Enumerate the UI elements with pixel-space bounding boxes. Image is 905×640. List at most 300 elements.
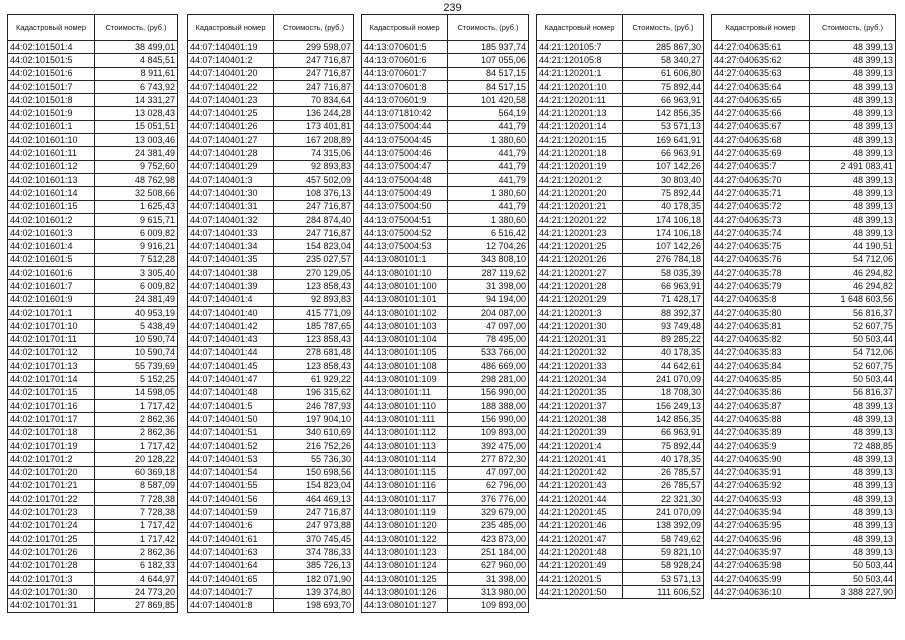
- cadastral-number-cell: 44:27:040635:82: [712, 333, 810, 346]
- cadastral-number-cell: 44:21:120201:39: [537, 426, 623, 439]
- cadastral-number-cell: 44:02:101701:18: [8, 426, 95, 439]
- cadastral-number-cell: 44:02:101601:9: [8, 293, 95, 306]
- table-row: [362, 94, 529, 107]
- cost-cell: 44 642,61: [623, 360, 704, 373]
- cost-cell: 6 182,33: [95, 559, 178, 572]
- cadastral-table-3: [361, 14, 529, 613]
- table-row: [362, 413, 529, 426]
- cadastral-number-cell: 44:27:040635:71: [712, 187, 810, 200]
- cadastral-number-cell: 44:02:101701:30: [8, 586, 95, 599]
- cadastral-number-cell: 44:13:080101:125: [362, 572, 448, 585]
- table-row: [8, 599, 178, 612]
- cost-cell: 59 821,10: [623, 546, 704, 559]
- cadastral-number-cell: 44:07:140401:19: [188, 41, 274, 54]
- table-row: [362, 67, 529, 80]
- table-row: [712, 532, 896, 545]
- table-row: [8, 67, 178, 80]
- cost-cell: 47 097,00: [448, 466, 529, 479]
- cadastral-number-cell: 44:27:040635:64: [712, 80, 810, 93]
- cost-cell: 216 752,26: [274, 439, 354, 452]
- cost-cell: 6 743,92: [95, 80, 178, 93]
- cost-cell: 247 716,87: [274, 80, 354, 93]
- cadastral-number-cell: 44:07:140401:39: [188, 280, 274, 293]
- table-row: [712, 67, 896, 80]
- table-row: [188, 147, 354, 160]
- cost-cell: 111 606,52: [623, 586, 704, 599]
- cost-cell: 7 728,38: [95, 493, 178, 506]
- table-row: [8, 333, 178, 346]
- table-row: [537, 240, 704, 253]
- table-row: [362, 346, 529, 359]
- cost-cell: 48 762,98: [95, 173, 178, 186]
- cadastral-number-cell: 44:13:080101:100: [362, 280, 448, 293]
- table-row: [712, 94, 896, 107]
- table-row: [712, 120, 896, 133]
- cost-cell: 235 027,57: [274, 253, 354, 266]
- table-row: [8, 173, 178, 186]
- table-row: [537, 439, 704, 452]
- table-row: [362, 519, 529, 532]
- table-row: [188, 134, 354, 147]
- cadastral-number-cell: 44:21:120201:23: [537, 227, 623, 240]
- cadastral-number-cell: 44:07:140401:44: [188, 346, 274, 359]
- cadastral-number-cell: 44:02:101601:10: [8, 134, 95, 147]
- cadastral-number-cell: 44:02:101701:28: [8, 559, 95, 572]
- table-row: [712, 360, 896, 373]
- cadastral-number-cell: 44:21:120201:22: [537, 213, 623, 226]
- table-row: [712, 546, 896, 559]
- cost-cell: 154 823,04: [274, 240, 354, 253]
- cost-cell: 185 937,74: [448, 41, 529, 54]
- table-row: [712, 439, 896, 452]
- cadastral-number-cell: 44:07:140401:53: [188, 453, 274, 466]
- cadastral-number-cell: 44:27:040635:65: [712, 94, 810, 107]
- cadastral-number-cell: 44:13:080101:104: [362, 333, 448, 346]
- cadastral-number-cell: 44:07:140401:45: [188, 360, 274, 373]
- table-row: [8, 80, 178, 93]
- cost-cell: 15 051,51: [95, 120, 178, 133]
- table-row: [362, 213, 529, 226]
- cost-cell: 13 028,43: [95, 107, 178, 120]
- header-cost: Стоимость, (руб.): [810, 15, 896, 41]
- cost-cell: 75 892,44: [623, 80, 704, 93]
- cost-cell: 92 893,83: [274, 293, 354, 306]
- table-row: [537, 346, 704, 359]
- table-row: [712, 373, 896, 386]
- table-row: [712, 386, 896, 399]
- table-row: [8, 493, 178, 506]
- cost-cell: 182 071,90: [274, 572, 354, 585]
- cadastral-number-cell: 44:07:140401:42: [188, 320, 274, 333]
- cadastral-number-cell: 44:13:070601:8: [362, 80, 448, 93]
- table-row: [712, 280, 896, 293]
- header-cost: Стоимость, (руб.): [274, 15, 354, 41]
- cost-cell: 55 736,30: [274, 453, 354, 466]
- cadastral-table-1: [7, 14, 178, 613]
- cost-cell: 441,79: [448, 147, 529, 160]
- table-row: [712, 519, 896, 532]
- cost-cell: 12 704,26: [448, 240, 529, 253]
- cadastral-number-cell: 44:02:101501:8: [8, 94, 95, 107]
- table-row: [537, 506, 704, 519]
- cost-cell: 48 399,13: [810, 41, 896, 54]
- cadastral-number-cell: 44:27:040635:73: [712, 213, 810, 226]
- cadastral-number-cell: 44:27:040635:95: [712, 519, 810, 532]
- table-row: [8, 466, 178, 479]
- table-row: [188, 240, 354, 253]
- table-row: [712, 333, 896, 346]
- table-row: [8, 280, 178, 293]
- cadastral-number-cell: 44:02:101601:11: [8, 147, 95, 160]
- table-row: [8, 360, 178, 373]
- cost-cell: 107 142,26: [623, 160, 704, 173]
- cadastral-number-cell: 44:13:080101:119: [362, 506, 448, 519]
- table-row: [188, 213, 354, 226]
- cost-cell: 1 717,42: [95, 519, 178, 532]
- cadastral-number-cell: 44:13:080101:108: [362, 360, 448, 373]
- cadastral-number-cell: 44:07:140401:50: [188, 413, 274, 426]
- table-row: [8, 306, 178, 319]
- cost-cell: 285 867,30: [623, 41, 704, 54]
- cost-cell: 58 035,39: [623, 267, 704, 280]
- table-row: [188, 519, 354, 532]
- cadastral-table-4: [536, 14, 704, 599]
- table-row: [537, 94, 704, 107]
- cadastral-number-cell: 44:13:070601:9: [362, 94, 448, 107]
- cadastral-number-cell: 44:02:101601:2: [8, 213, 95, 226]
- cadastral-number-cell: 44:07:140401:59: [188, 506, 274, 519]
- cost-cell: 5 152,25: [95, 373, 178, 386]
- table-row: [188, 200, 354, 213]
- cost-cell: 50 503,44: [810, 333, 896, 346]
- cost-cell: 392 475,00: [448, 439, 529, 452]
- cost-cell: 174 106,18: [623, 213, 704, 226]
- cadastral-number-cell: 44:27:040635:67: [712, 120, 810, 133]
- cost-cell: 48 399,13: [810, 400, 896, 413]
- table-body: [8, 41, 178, 613]
- table-row: [8, 147, 178, 160]
- cadastral-number-cell: 44:07:140401:52: [188, 439, 274, 452]
- cadastral-number-cell: 44:13:075004:46: [362, 147, 448, 160]
- cadastral-number-cell: 44:13:080101:116: [362, 479, 448, 492]
- cadastral-number-cell: 44:21:120201:4: [537, 439, 623, 452]
- cost-cell: 4 644,97: [95, 572, 178, 585]
- cost-cell: 6 009,82: [95, 227, 178, 240]
- cadastral-number-cell: 44:02:101701:22: [8, 493, 95, 506]
- cadastral-number-cell: 44:27:040635:89: [712, 426, 810, 439]
- cost-cell: 313 980,00: [448, 586, 529, 599]
- cadastral-number-cell: 44:07:140401:61: [188, 532, 274, 545]
- cost-cell: 7 728,38: [95, 506, 178, 519]
- cost-cell: 48 399,13: [810, 506, 896, 519]
- table-row: [362, 173, 529, 186]
- table-row: [712, 253, 896, 266]
- cost-cell: 27 869,85: [95, 599, 178, 612]
- cadastral-number-cell: 44:02:101701:26: [8, 546, 95, 559]
- cadastral-number-cell: 44:21:120201:15: [537, 134, 623, 147]
- cadastral-number-cell: 44:21:120201:44: [537, 493, 623, 506]
- cost-cell: 26 785,57: [623, 466, 704, 479]
- cadastral-number-cell: 44:27:040635:79: [712, 280, 810, 293]
- cost-cell: 376 776,00: [448, 493, 529, 506]
- table-row: [537, 80, 704, 93]
- cost-cell: 1 717,42: [95, 400, 178, 413]
- cost-cell: 20 128,22: [95, 453, 178, 466]
- table-row: [537, 532, 704, 545]
- table-row: [188, 80, 354, 93]
- cost-cell: 142 856,35: [623, 413, 704, 426]
- cost-cell: 343 808,10: [448, 253, 529, 266]
- table-row: [8, 253, 178, 266]
- cadastral-number-cell: 44:21:120201:27: [537, 267, 623, 280]
- table-row: [712, 147, 896, 160]
- cost-cell: 156 249,13: [623, 400, 704, 413]
- table-row: [537, 267, 704, 280]
- cadastral-number-cell: 44:21:120201:41: [537, 453, 623, 466]
- table-row: [537, 147, 704, 160]
- table-row: [362, 227, 529, 240]
- table-row: [362, 320, 529, 333]
- cost-cell: 251 184,00: [448, 546, 529, 559]
- cost-cell: 198 693,70: [274, 599, 354, 612]
- table-row: [188, 413, 354, 426]
- cadastral-number-cell: 44:27:040635:83: [712, 346, 810, 359]
- cost-cell: 84 517,15: [448, 67, 529, 80]
- cadastral-number-cell: 44:21:120201:28: [537, 280, 623, 293]
- cost-cell: 107 055,06: [448, 54, 529, 67]
- cost-cell: 48 399,13: [810, 493, 896, 506]
- cost-cell: 156 990,00: [448, 413, 529, 426]
- table-row: [537, 187, 704, 200]
- table-row: [362, 267, 529, 280]
- cadastral-table-2: [187, 14, 354, 613]
- cost-cell: 241 070,09: [623, 373, 704, 386]
- table-row: [362, 479, 529, 492]
- cadastral-number-cell: 44:07:140401:25: [188, 107, 274, 120]
- table-row: [712, 293, 896, 306]
- table-row: [362, 586, 529, 599]
- cadastral-number-cell: 44:07:140401:22: [188, 80, 274, 93]
- cadastral-number-cell: 44:27:040635:62: [712, 54, 810, 67]
- header-cost: Стоимость, (руб.): [448, 15, 529, 41]
- cost-cell: 1 648 603,56: [810, 293, 896, 306]
- cost-cell: 278 681,48: [274, 346, 354, 359]
- cadastral-number-cell: 44:13:075004:52: [362, 227, 448, 240]
- table-row: [8, 94, 178, 107]
- table-row: [712, 466, 896, 479]
- cost-cell: 299 598,07: [274, 41, 354, 54]
- table-header-row: [712, 15, 896, 41]
- cadastral-number-cell: 44:21:120201:46: [537, 519, 623, 532]
- cadastral-number-cell: 44:02:101601:15: [8, 200, 95, 213]
- cost-cell: 47 097,00: [448, 320, 529, 333]
- cost-cell: 247 973,88: [274, 519, 354, 532]
- cadastral-number-cell: 44:27:040635:76: [712, 253, 810, 266]
- cost-cell: 464 469,13: [274, 493, 354, 506]
- cadastral-number-cell: 44:02:101701:16: [8, 400, 95, 413]
- cadastral-number-cell: 44:27:040635:96: [712, 532, 810, 545]
- cost-cell: 123 858,43: [274, 333, 354, 346]
- cost-cell: 48 399,13: [810, 466, 896, 479]
- cost-cell: 62 796,00: [448, 479, 529, 492]
- table-row: [8, 373, 178, 386]
- table-row: [188, 466, 354, 479]
- cadastral-number-cell: 44:02:101601:7: [8, 280, 95, 293]
- table-header-row: [362, 15, 529, 41]
- table-row: [362, 333, 529, 346]
- table-row: [537, 67, 704, 80]
- table-row: [188, 120, 354, 133]
- cost-cell: 88 392,37: [623, 306, 704, 319]
- table-row: [8, 413, 178, 426]
- cost-cell: 48 399,13: [810, 200, 896, 213]
- table-row: [712, 213, 896, 226]
- table-row: [8, 346, 178, 359]
- table-row: [188, 94, 354, 107]
- cadastral-number-cell: 44:02:101701:19: [8, 439, 95, 452]
- cadastral-number-cell: 44:07:140401:32: [188, 213, 274, 226]
- cost-cell: 109 893,00: [448, 599, 529, 612]
- cost-cell: 53 571,13: [623, 120, 704, 133]
- table-row: [8, 400, 178, 413]
- cost-cell: 58 928,24: [623, 559, 704, 572]
- cost-cell: 101 420,58: [448, 94, 529, 107]
- cost-cell: 50 503,44: [810, 572, 896, 585]
- cadastral-number-cell: 44:07:140401:30: [188, 187, 274, 200]
- cost-cell: 247 716,87: [274, 227, 354, 240]
- table-row: [537, 134, 704, 147]
- cadastral-number-cell: 44:27:040635:74: [712, 227, 810, 240]
- table-row: [8, 559, 178, 572]
- table-row: [188, 493, 354, 506]
- table-row: [188, 67, 354, 80]
- cost-cell: 50 503,44: [810, 559, 896, 572]
- table-row: [362, 41, 529, 54]
- cadastral-number-cell: 44:07:140401:56: [188, 493, 274, 506]
- table-row: [712, 479, 896, 492]
- cost-cell: 48 399,13: [810, 479, 896, 492]
- cost-cell: 167 208,89: [274, 134, 354, 147]
- table-row: [712, 572, 896, 585]
- table-row: [8, 320, 178, 333]
- table-row: [362, 54, 529, 67]
- cost-cell: 46 294,82: [810, 267, 896, 280]
- cost-cell: 48 399,13: [810, 107, 896, 120]
- cadastral-number-cell: 44:07:140401:3: [188, 173, 274, 186]
- cost-cell: 66 963,91: [623, 94, 704, 107]
- cadastral-number-cell: 44:02:101601:13: [8, 173, 95, 186]
- page-number: 239: [443, 2, 462, 14]
- table-header-row: [8, 15, 178, 41]
- table-row: [188, 253, 354, 266]
- cadastral-number-cell: 44:27:040635:8: [712, 293, 810, 306]
- table-row: [8, 546, 178, 559]
- cadastral-number-cell: 44:07:140401:23: [188, 94, 274, 107]
- table-row: [537, 519, 704, 532]
- cadastral-number-cell: 44:21:120201:2: [537, 173, 623, 186]
- cadastral-number-cell: 44:27:040635:81: [712, 320, 810, 333]
- cadastral-number-cell: 44:27:040635:80: [712, 306, 810, 319]
- cost-cell: 48 399,13: [810, 147, 896, 160]
- table-row: [537, 253, 704, 266]
- cadastral-number-cell: 44:21:120201:33: [537, 360, 623, 373]
- cadastral-number-cell: 44:07:140401:4: [188, 293, 274, 306]
- cadastral-number-cell: 44:21:120201:42: [537, 466, 623, 479]
- cadastral-number-cell: 44:07:140401:28: [188, 147, 274, 160]
- cost-cell: 40 178,35: [623, 346, 704, 359]
- cost-cell: 48 399,13: [810, 173, 896, 186]
- cadastral-number-cell: 44:21:120201:21: [537, 200, 623, 213]
- cost-cell: 48 399,13: [810, 187, 896, 200]
- cadastral-number-cell: 44:02:101601:12: [8, 160, 95, 173]
- cadastral-number-cell: 44:13:070601:6: [362, 54, 448, 67]
- table-row: [537, 120, 704, 133]
- table-header-row: [537, 15, 704, 41]
- table-row: [8, 41, 178, 54]
- cadastral-number-cell: 44:07:140401:7: [188, 586, 274, 599]
- cost-cell: 533 766,00: [448, 346, 529, 359]
- cost-cell: 2 491 083,41: [810, 160, 896, 173]
- cost-cell: 2 862,36: [95, 413, 178, 426]
- cadastral-number-cell: 44:13:080101:115: [362, 466, 448, 479]
- cost-cell: 61 606,80: [623, 67, 704, 80]
- cadastral-number-cell: 44:21:120201:37: [537, 400, 623, 413]
- cadastral-number-cell: 44:13:080101:127: [362, 599, 448, 612]
- table-row: [537, 173, 704, 186]
- cadastral-number-cell: 44:13:080101:10: [362, 267, 448, 280]
- table-row: [712, 54, 896, 67]
- cost-cell: 40 178,35: [623, 453, 704, 466]
- table-row: [362, 293, 529, 306]
- cadastral-number-cell: 44:02:101701:12: [8, 346, 95, 359]
- table-row: [362, 80, 529, 93]
- cost-cell: 1 380,60: [448, 134, 529, 147]
- cadastral-number-cell: 44:27:040635:7: [712, 160, 810, 173]
- table-row: [8, 240, 178, 253]
- cost-cell: 48 399,13: [810, 519, 896, 532]
- cost-cell: 298 281,00: [448, 373, 529, 386]
- table-row: [362, 120, 529, 133]
- table-row: [188, 293, 354, 306]
- table-header-row: [188, 15, 354, 41]
- table-row: [362, 466, 529, 479]
- table-row: [362, 187, 529, 200]
- table-row: [8, 439, 178, 452]
- cost-cell: 75 892,44: [623, 439, 704, 452]
- cost-cell: 441,79: [448, 173, 529, 186]
- cost-cell: 441,79: [448, 120, 529, 133]
- cadastral-number-cell: 44:02:101501:9: [8, 107, 95, 120]
- table-row: [537, 479, 704, 492]
- cost-cell: 10 590,74: [95, 346, 178, 359]
- table-row: [188, 320, 354, 333]
- cost-cell: 3 388 227,90: [810, 586, 896, 599]
- cadastral-table-5: [711, 14, 896, 599]
- table-row: [712, 227, 896, 240]
- cost-cell: 1 380,60: [448, 187, 529, 200]
- table-row: [362, 599, 529, 612]
- table-row: [188, 333, 354, 346]
- table-row: [537, 227, 704, 240]
- cadastral-number-cell: 44:21:120201:31: [537, 333, 623, 346]
- table-row: [8, 267, 178, 280]
- cost-cell: 277 872,30: [448, 453, 529, 466]
- cadastral-number-cell: 44:07:140401:6: [188, 519, 274, 532]
- cadastral-number-cell: 44:27:040635:90: [712, 453, 810, 466]
- cost-cell: 235 485,00: [448, 519, 529, 532]
- cadastral-number-cell: 44:07:140401:63: [188, 546, 274, 559]
- cost-cell: 3 305,40: [95, 267, 178, 280]
